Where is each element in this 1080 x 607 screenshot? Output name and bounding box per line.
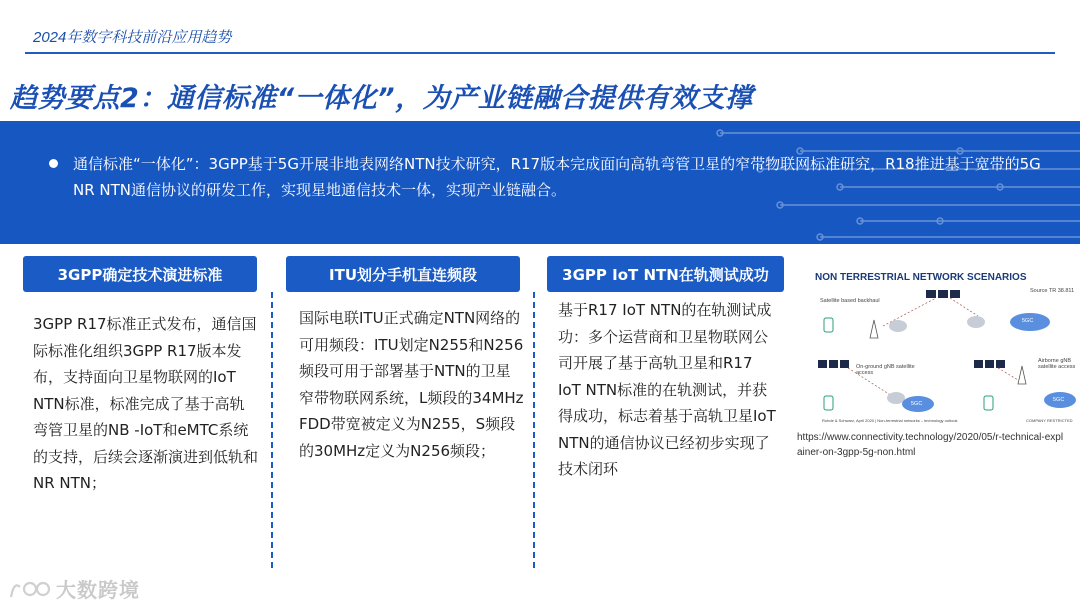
source-link[interactable]: https://www.connectivity.technology/2020/05/r-technical-explainer-on-3gpp-5g-non.html — [797, 432, 1064, 458]
header-divider — [25, 52, 1055, 54]
core-label: 5GC — [911, 401, 923, 407]
core-label: 5GC — [1053, 397, 1065, 403]
figure-source-note: Source TR 38.811 — [1030, 288, 1075, 294]
column-2-body: 国际电联ITU正式确定NTN网络的可用频段：ITU划定N255和N256频段可用于部署基于NTN的卫星窄带物联网系统，L频段的34MHz FDD带宽被定义为N255，S频段的30MHz定义为N256频段； — [299, 309, 524, 460]
satellite-icon — [974, 360, 1005, 368]
figure-label-airborne: Airborne gNB satellite access — [1038, 358, 1076, 370]
page-title: 趋势要点2：通信标准“一体化”，为产业链融合提供有效支撑 — [10, 83, 753, 114]
dish-icon — [967, 316, 985, 328]
column-1-heading: 3GPP确定技术演进标准 — [23, 256, 257, 292]
satellite-icon — [926, 290, 960, 298]
column-3-heading: 3GPP IoT NTN在轨测试成功 — [547, 256, 784, 292]
figure-label-backhaul: Satellite based backhaul — [820, 298, 880, 304]
column-1-body: 3GPP R17标准正式发布，通信国际标准化组织3GPP R17版本发布，支持面向卫星物联网的IoT NTN标准，标准完成了基于高轨弯管卫星的NB -IoT和eMTC系统的支持，后续会逐渐演进到低轨和NR NTN； — [33, 315, 259, 492]
column-2-heading: ITU划分手机直连频段 — [286, 256, 520, 292]
satellite-icon — [818, 360, 849, 368]
watermark-text: 大数跨境 — [56, 578, 140, 602]
device-icon — [984, 396, 993, 410]
figure-footer-left: Rohde & Schwarz, April 2020 | Non-terrestrial networks – technology outlook — [822, 418, 958, 423]
dish-icon — [889, 320, 907, 332]
ntn-diagram-graphic — [808, 268, 1080, 428]
summary-banner — [0, 121, 1080, 244]
ntn-scenarios-figure — [808, 268, 1080, 428]
device-icon — [824, 396, 833, 410]
report-header-title: 2024年数字科技前沿应用趋势 — [33, 29, 232, 46]
column-divider — [271, 292, 273, 568]
figure-label-ground: On-ground gNB satellite access — [856, 364, 915, 376]
antenna-icon — [870, 320, 878, 338]
column-3-body: 基于R17 IoT NTN的在轨测试成功：多个运营商和卫星物联网公司开展了基于高轨卫星和R17 IoT NTN标准的在轨测试，并获得成功，标志着基于高轨卫星IoT NTN的通信协议已经初步实现了技术闭环 — [558, 301, 776, 478]
column-divider — [533, 292, 535, 568]
figure-footer-right: COMPANY RESTRICTED — [1026, 418, 1073, 423]
figure-title: NON TERRESTRIAL NETWORK SCENARIOS — [815, 272, 1027, 283]
device-icon — [824, 318, 833, 332]
watermark-logo — [8, 574, 140, 603]
logo-mark-icon — [8, 577, 52, 601]
bullet-icon — [49, 159, 58, 168]
core-label: 5GC — [1022, 318, 1034, 324]
antenna-icon — [1018, 366, 1026, 384]
dish-icon — [887, 392, 905, 404]
banner-text: 通信标准“一体化”：3GPP基于5G开展非地表网络NTN技术研究，R17版本完成面向高轨弯管卫星的窄带物联网标准研究，R18推进基于宽带的5G NR NTN通信协议的研发工作，实现星地通信技术一体，实现产业链融合。 — [73, 155, 1041, 199]
